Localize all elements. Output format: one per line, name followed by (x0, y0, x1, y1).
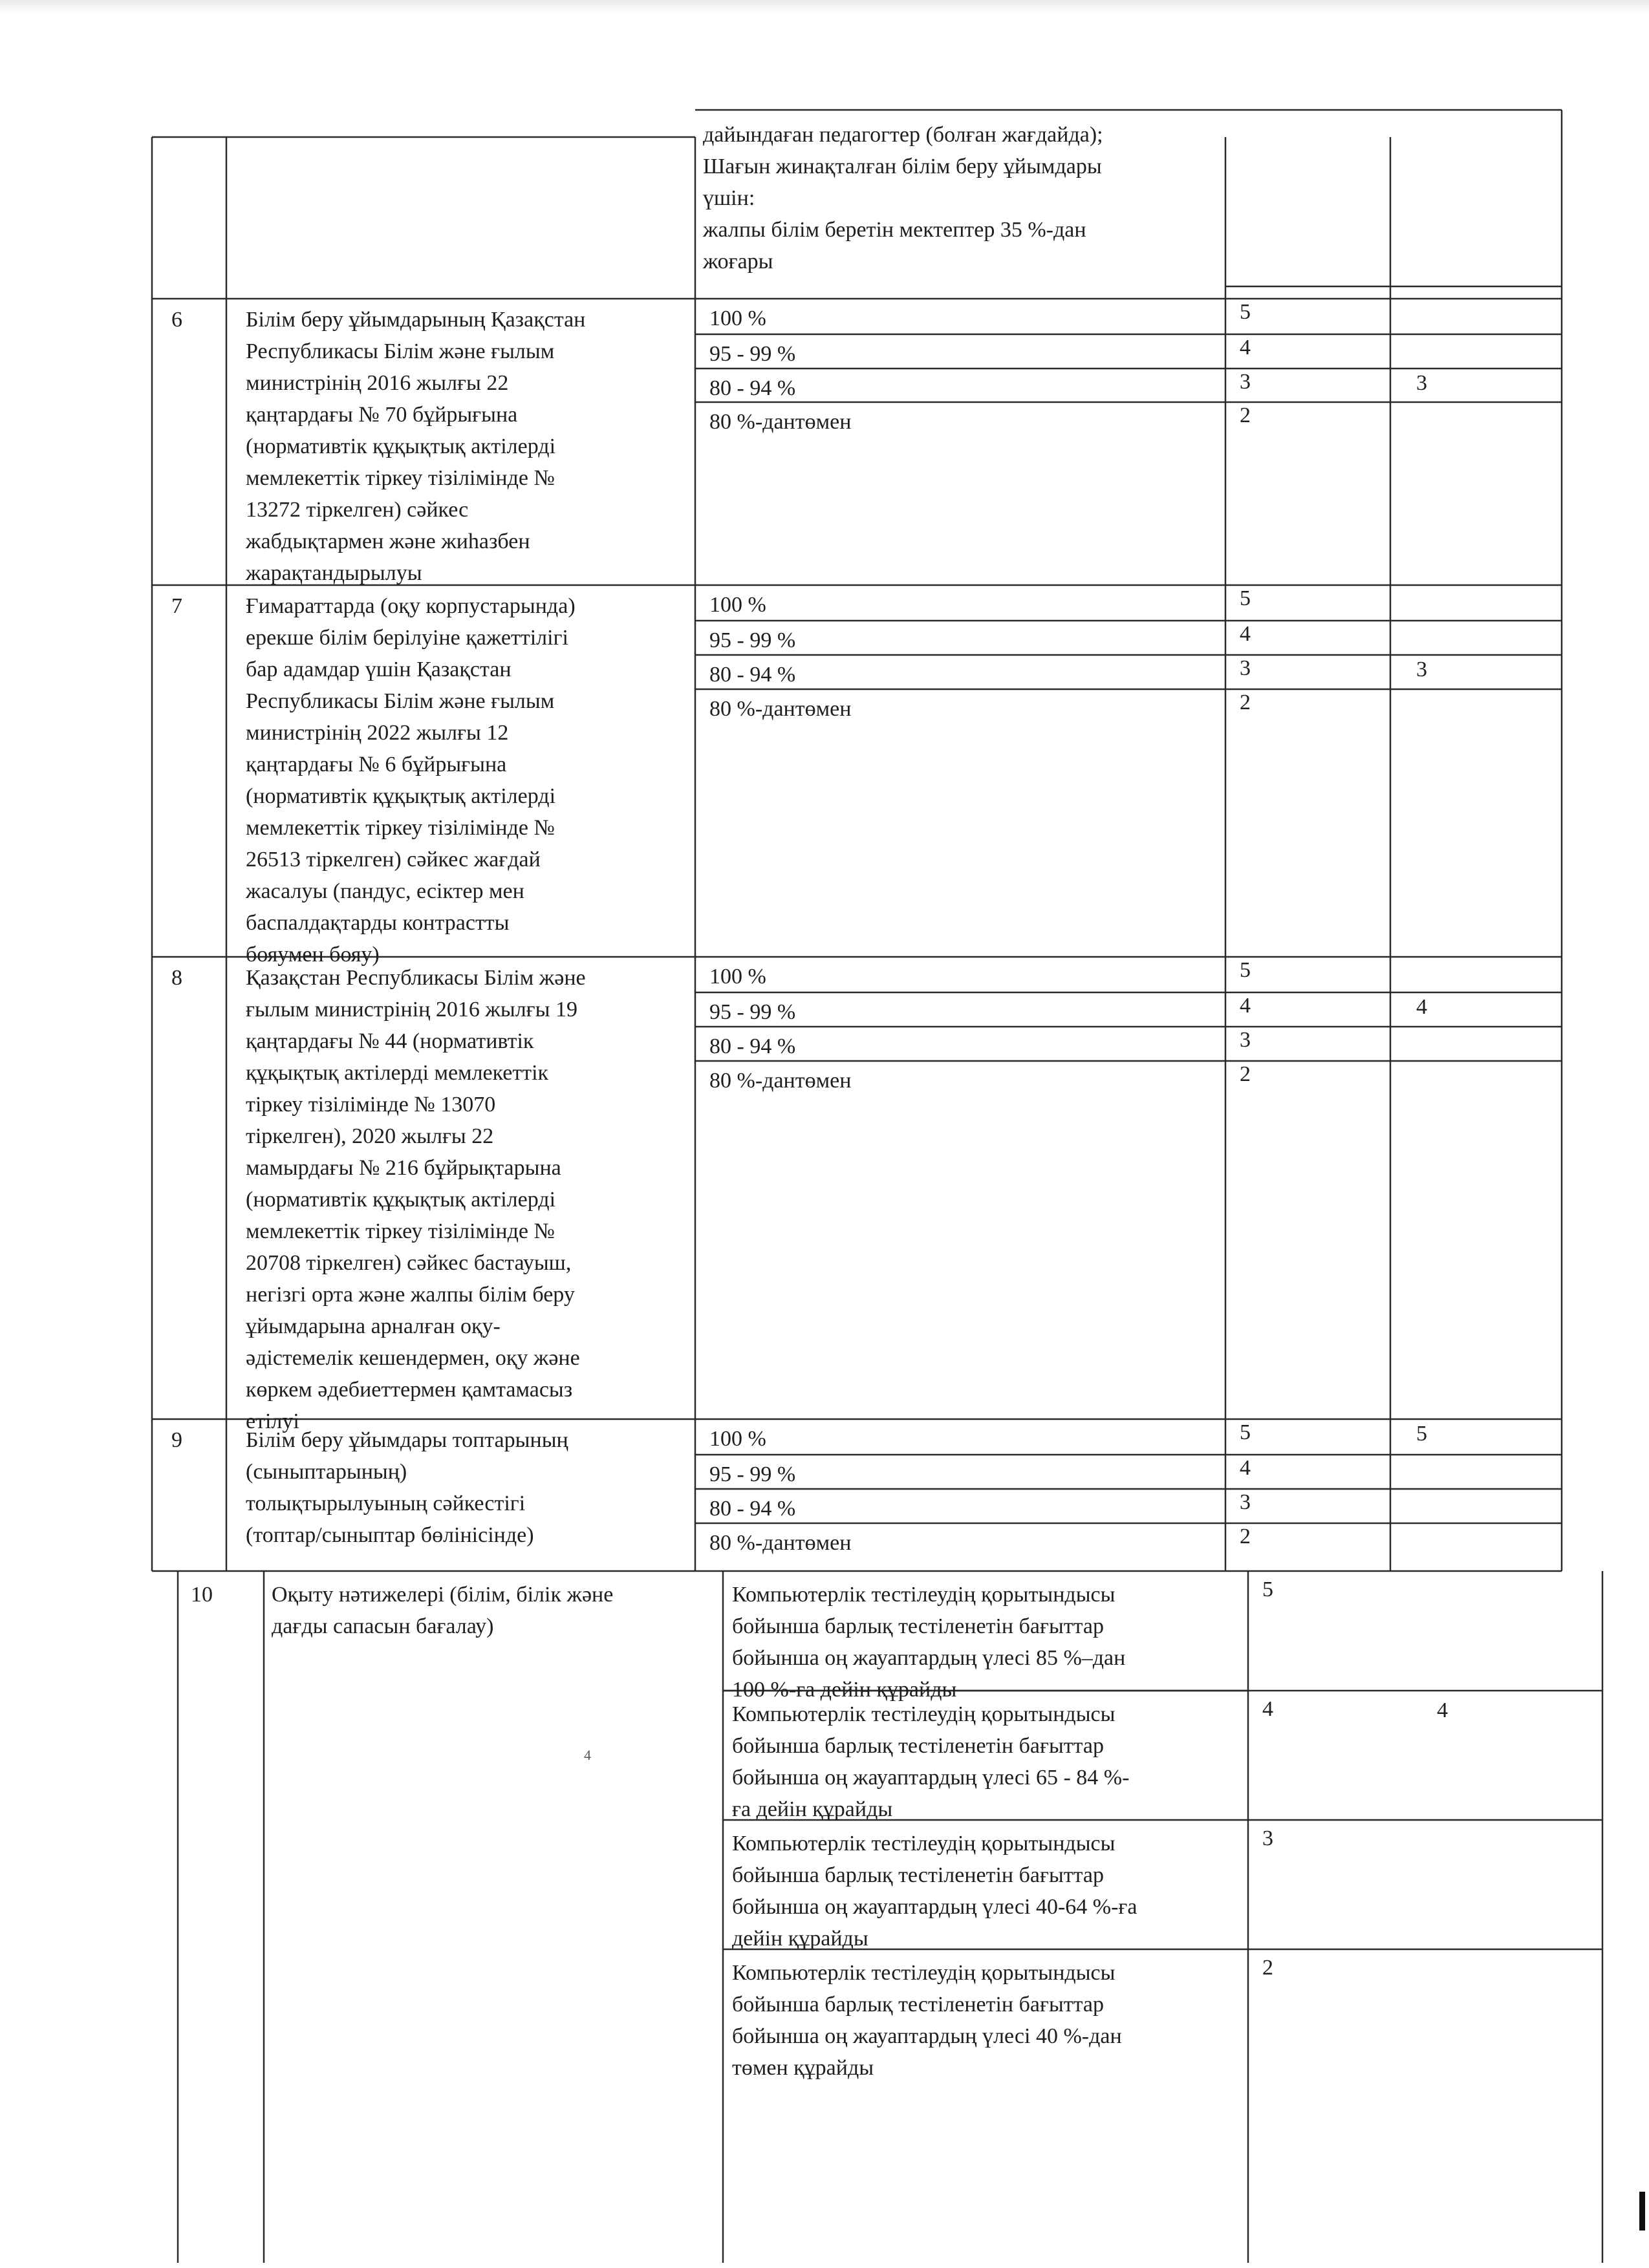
row-number: 10 (191, 1583, 213, 1607)
indicator-label: 95 - 99 % (709, 628, 796, 652)
criterion-text-line: мемлекеттік тіркеу тізілімінде № (246, 816, 555, 840)
criterion-text-line: Республикасы Білім және ғылым (246, 689, 555, 713)
score-value: 5 (1240, 586, 1251, 610)
score-value: 3 (1240, 656, 1251, 680)
row-number: 9 (171, 1428, 182, 1452)
continuation-line: дайындаған педагогтер (болған жағдайда); (703, 123, 1103, 147)
criterion-text-line: министрінің 2016 жылғы 22 (246, 371, 509, 395)
indicator-text-line: ға дейін құрайды (732, 1797, 893, 1821)
actual-score: 4 (1437, 1698, 1448, 1722)
indicator-text-line: 100 %-ға дейін құрайды (732, 1678, 957, 1702)
indicator-text-line: Компьютерлік тестілеудің қорытындысы (732, 1702, 1116, 1726)
indicator-label: 80 %-дантөмен (709, 1069, 852, 1093)
actual-score: 3 (1416, 371, 1427, 395)
score-value: 5 (1240, 300, 1251, 324)
criterion-text-line: (топтар/сыныптар бөлінісінде) (246, 1523, 534, 1547)
indicator-text-line: бойынша барлық тестіленетін бағыттар (732, 1734, 1105, 1758)
actual-score: 4 (1416, 995, 1427, 1019)
indicator-text-line: дейін құрайды (732, 1927, 868, 1951)
row-number: 6 (171, 308, 182, 332)
indicator-label: 80 - 94 % (709, 376, 796, 400)
criterion-text-line: әдістемелік кешендермен, оқу және (246, 1346, 580, 1370)
criterion-text-line: Қазақстан Республикасы Білім және (246, 966, 586, 990)
indicator-text-line: бойынша оң жауаптардың үлесі 65 - 84 %- (732, 1766, 1130, 1790)
continuation-line: жоғары (703, 250, 773, 273)
criterion-text-line: ерекше білім берілуіне қажеттілігі (246, 626, 568, 650)
score-value: 4 (1240, 994, 1251, 1018)
score-value: 3 (1240, 1490, 1251, 1514)
stray-mark: 4 (584, 1747, 591, 1763)
score-value: 3 (1262, 1826, 1273, 1850)
indicator-label: 80 - 94 % (709, 1497, 796, 1521)
criterion-text-line: құқықтық актілерді мемлекеттік (246, 1061, 549, 1085)
criterion-text-line: жарақтандырылуы (246, 561, 422, 585)
criterion-text-line: қаңтардағы № 44 (нормативтік (246, 1029, 534, 1053)
row-number: 8 (171, 966, 182, 990)
score-value: 5 (1240, 1420, 1251, 1444)
score-value: 4 (1240, 1456, 1251, 1480)
criterion-text-line: Ғимараттарда (оқу корпустарында) (246, 594, 576, 618)
continuation-line: жалпы білім беретін мектептер 35 %-дан (703, 218, 1086, 242)
continuation-line: үшін: (703, 186, 755, 210)
criterion-text-line: тіркелген), 2020 жылғы 22 (246, 1124, 494, 1148)
indicator-label: 100 % (709, 306, 766, 330)
criterion-text-line: жабдықтармен және жиһазбен (246, 530, 530, 553)
indicator-label: 95 - 99 % (709, 1000, 796, 1024)
indicator-text-line: Компьютерлік тестілеудің қорытындысы (732, 1961, 1116, 1985)
criterion-text-line: министрінің 2022 жылғы 12 (246, 721, 509, 745)
criterion-text-line: (сыныптарының) (246, 1460, 407, 1484)
criterion-text-line: бар адамдар үшін Қазақстан (246, 658, 512, 681)
actual-score: 5 (1416, 1422, 1427, 1446)
criterion-text-line: ұйымдарына арналған оқу- (246, 1314, 501, 1338)
indicator-text-line: бойынша барлық тестіленетін бағыттар (732, 1614, 1105, 1638)
criterion-text-line: етілуі (246, 1409, 299, 1433)
criterion-text-line: 20708 тіркелген) сәйкес бастауыш, (246, 1251, 572, 1275)
indicator-label: 100 % (709, 965, 766, 989)
criterion-text-line: бояумен бояу) (246, 943, 380, 967)
score-value: 2 (1240, 690, 1251, 714)
score-value: 3 (1240, 1028, 1251, 1052)
score-value: 2 (1240, 1524, 1251, 1548)
indicator-label: 100 % (709, 1427, 766, 1451)
score-value: 5 (1240, 958, 1251, 982)
indicator-label: 100 % (709, 593, 766, 617)
score-value: 3 (1240, 370, 1251, 394)
score-value: 4 (1240, 622, 1251, 646)
indicator-label: 80 %-дантөмен (709, 697, 852, 721)
criterion-text-line: Білім беру ұйымдары топтарының (246, 1428, 568, 1452)
criterion-text-line: Республикасы Білім және ғылым (246, 339, 555, 363)
criterion-text-line: қаңтардағы № 6 бұйрығына (246, 753, 507, 776)
indicator-label: 95 - 99 % (709, 342, 796, 366)
score-value: 2 (1240, 1062, 1251, 1086)
indicator-text-line: бойынша барлық тестіленетін бағыттар (732, 1993, 1105, 2017)
indicator-label: 80 %-дантөмен (709, 1531, 852, 1555)
criterion-text-line: толықтырылуының сәйкестігі (246, 1492, 526, 1515)
indicator-text-line: Компьютерлік тестілеудің қорытындысы (732, 1832, 1116, 1856)
criterion-text-line: мемлекеттік тіркеу тізілімінде № (246, 1219, 555, 1243)
criterion-text-line: баспалдақтарды контрастты (246, 911, 510, 935)
criterion-text-line: 26513 тіркелген) сәйкес жағдай (246, 848, 541, 872)
criterion-text-line: көркем әдебиеттермен қамтамасыз (246, 1378, 573, 1402)
score-value: 2 (1240, 403, 1251, 427)
criterion-text-line: (нормативтік құқықтық актілерді (246, 1188, 556, 1212)
criterion-text-line: мемлекеттік тіркеу тізілімінде № (246, 466, 555, 490)
criterion-text-line: Білім беру ұйымдарының Қазақстан (246, 308, 586, 332)
indicator-label: 80 %-дантөмен (709, 410, 852, 434)
criterion-text-line: мамырдағы № 216 бұйрықтарына (246, 1156, 561, 1180)
indicator-text-line: бойынша оң жауаптардың үлесі 85 %–дан (732, 1646, 1126, 1670)
criterion-text-line: жасалуы (пандус, есіктер мен (246, 879, 524, 903)
indicator-text-line: бойынша оң жауаптардың үлесі 40 %-дан (732, 2024, 1122, 2048)
indicator-label: 80 - 94 % (709, 1034, 796, 1058)
score-value: 4 (1240, 336, 1251, 359)
score-value: 4 (1262, 1697, 1273, 1721)
score-value: 5 (1262, 1578, 1273, 1601)
criterion-text-line: Оқыту нәтижелері (білім, білік және (272, 1583, 614, 1607)
row-number: 7 (171, 594, 182, 618)
continuation-line: Шағын жинақталған білім беру ұйымдары (703, 155, 1102, 178)
criterion-text-line: 13272 тіркелген) сәйкес (246, 498, 469, 522)
indicator-text-line: бойынша оң жауаптардың үлесі 40-64 %-ға (732, 1895, 1137, 1919)
actual-score: 3 (1416, 658, 1427, 681)
indicator-text-line: төмен құрайды (732, 2056, 874, 2080)
indicator-text-line: бойынша барлық тестіленетін бағыттар (732, 1863, 1105, 1887)
criterion-text-line: ғылым министрінің 2016 жылғы 19 (246, 998, 577, 1022)
criterion-text-line: қаңтардағы № 70 бұйрығына (246, 403, 518, 427)
criterion-text-line: негізгі орта және жалпы білім беру (246, 1283, 575, 1307)
criterion-text-line: тіркеу тізілімінде № 13070 (246, 1093, 496, 1117)
criterion-text-line: (нормативтік құқықтық актілерді (246, 784, 556, 808)
indicator-label: 80 - 94 % (709, 663, 796, 687)
criterion-text-line: дағды сапасын бағалау) (272, 1614, 494, 1638)
indicator-text-line: Компьютерлік тестілеудің қорытындысы (732, 1583, 1116, 1607)
criterion-text-line: (нормативтік құқықтық актілерді (246, 434, 556, 458)
score-value: 2 (1262, 1956, 1273, 1980)
indicator-label: 95 - 99 % (709, 1462, 796, 1486)
